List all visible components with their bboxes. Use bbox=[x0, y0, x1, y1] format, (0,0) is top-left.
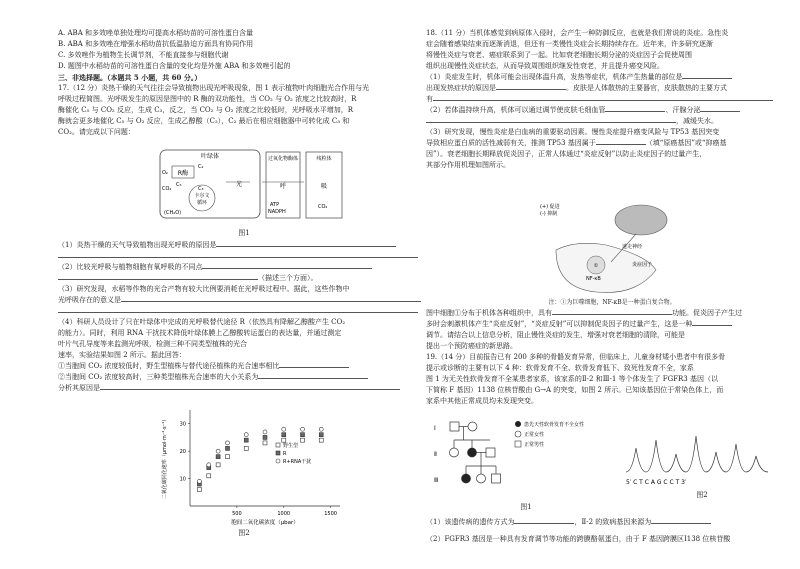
figure-2-caption: 图2 bbox=[238, 529, 250, 537]
q17-3: （3）研究发现，水稻等作物的光合产物有较大比例要消耗在光呼吸过程中。据此，这些作物中 bbox=[58, 285, 350, 293]
q17-4g: 分析其原因是 bbox=[58, 383, 430, 394]
data-point-wild bbox=[244, 446, 248, 450]
option-b: B. ABA 和多效唑在增强水稻幼苗抗低温胁迫方面具有协同作用 bbox=[58, 40, 254, 48]
promote-label: (+) 促进 bbox=[540, 204, 560, 210]
q17-1: （1）炎热干燥的天气导致植物出现光呼吸的原因是 bbox=[58, 240, 430, 251]
q17-4f: ②当胞间 CO₂ 浓度较高时，三种类型植株光合速率的大小关系为 bbox=[58, 372, 430, 383]
data-point-wild bbox=[301, 438, 305, 442]
co2-out-label: CO₂ bbox=[318, 204, 328, 210]
data-point-r-rnai bbox=[263, 430, 267, 434]
q18-4a: 图中细胞①分布于机体各种组织中，具有 功能。促炎因子产生过 bbox=[426, 309, 742, 317]
data-point-wild bbox=[197, 488, 201, 492]
peroxisome-label: 过氧化物酶体 bbox=[267, 156, 299, 162]
ch2o-label: (CH₂O) bbox=[164, 210, 182, 216]
svg-text:①: ① bbox=[593, 263, 599, 269]
c5-label: C₅ bbox=[176, 182, 182, 188]
x-tick-label: 500 bbox=[232, 511, 242, 517]
q18-4c: 多时会刺激机体产生“炎症反射”，“炎症反射”可以抑制促炎因子的过量产生，这是一种 bbox=[426, 319, 798, 330]
data-point-wild bbox=[226, 455, 230, 459]
q17-line3: 酶催化 C₅ 与 CO₂ 反应，生成 C₃，反之，当 CO₂ 与 O₂ 浓度之比较低时，光呼吸水平增加，R bbox=[58, 106, 353, 114]
gen-3-label: Ⅲ bbox=[434, 477, 439, 484]
legend-marker bbox=[276, 451, 280, 455]
figure-3-caption: 注：①为巨噬细胞，NF-κB是一种蛋白复合物。 bbox=[548, 299, 676, 306]
gen-2-label: Ⅱ bbox=[434, 451, 437, 458]
y-axis-label: 二氧化碳同化速率（μmol·m⁻²·s⁻¹） bbox=[162, 416, 168, 500]
figure-1-diagram bbox=[158, 146, 358, 228]
q18-3e: 其部分作用机理如图所示。 bbox=[426, 161, 510, 169]
x-tick-label: 1000 bbox=[277, 511, 291, 517]
light-label: 光 bbox=[236, 181, 243, 188]
q17-3b: 光呼吸存在的意义是 bbox=[58, 295, 430, 306]
data-point-r-rnai bbox=[216, 449, 220, 453]
data-point-r-rnai bbox=[226, 441, 230, 445]
q17-4b: 的能力）。同时，利用 RNA 干扰技术降低叶绿体膜上乙醇酸转运蛋白的表达量，并通过测定 bbox=[58, 329, 342, 337]
q18-2c: ，减缓失水。 bbox=[426, 116, 798, 127]
q18-1a: （1）炎症发生时，机体可能会出现体温升高，发热等症状，机体产生热量的部位是 bbox=[426, 72, 798, 83]
q18-4e: 提出一个预防癌症的新思路。 bbox=[426, 342, 517, 350]
q17-4c: 叶片气孔导度等来监测光呼吸，检测三种不同类型植株的光合 bbox=[58, 340, 247, 348]
figure-1-caption: 图1 bbox=[238, 229, 250, 237]
q18-line3: 将慢性炎症与衰老、癌症联系到了一起。比如衰老细胞长期分泌的炎症因子会促使周围 bbox=[426, 51, 692, 59]
y-tick-label: 10 bbox=[179, 476, 186, 483]
vagus-label: 迷走神经 bbox=[622, 244, 643, 250]
q19-line2: 提示或诊断的主要有以下 4 种：软骨发育不全、软骨发育低下、致死性发育不全，家系 bbox=[426, 364, 694, 372]
q18-line2: 症会随着感染结束而逐渐消退，但还有一类慢性炎症会长期持续存在。近年来，许多研究逐渐 bbox=[426, 40, 713, 48]
data-point-wild bbox=[207, 474, 211, 478]
q19-2: （2）FGFR3 基因是一种具有发育调节等功能的跨膜酪氨蛋白，由于 F 基因跨膜区Ⅰ138 位核苷酸 bbox=[426, 535, 731, 543]
pedigree-legend-male: 正常男性 bbox=[524, 442, 545, 448]
chloroplast-label: 叶绿体 bbox=[200, 153, 220, 160]
pedigree-legend-female: 正常女性 bbox=[524, 432, 545, 438]
q18-1b: 出现发热症状的原因是 。皮肤是人体散热的主要器官，皮肤散热的主要方式 bbox=[426, 84, 727, 92]
legend-label: R bbox=[283, 451, 287, 457]
q17-line1: 17.（12 分）炎热干燥的天气往往会导致植物出现光呼吸现象，图 1 表示植物叶肉细胞光合作用与光 bbox=[58, 84, 370, 92]
data-point-r-rnai bbox=[197, 479, 201, 483]
y-tick-label: 20 bbox=[179, 449, 186, 456]
nfkb-label: NF-κB bbox=[586, 276, 601, 282]
q18-1d: 有 bbox=[426, 94, 798, 105]
q17-2: （2）比较光呼吸与植物细胞有氧呼吸的不同点 bbox=[58, 262, 430, 273]
c2-label: C₂ bbox=[198, 164, 204, 170]
option-d: D. 题图中水稻幼苗的可溶性蛋白含量的变化均是外施 ABA 和多效唑引起的 bbox=[58, 62, 291, 70]
breath2-label: 吸 bbox=[320, 183, 328, 190]
data-point-r bbox=[244, 438, 248, 442]
x-axis-label: 胞间二氧化碳浓度（μbar） bbox=[231, 520, 299, 526]
legend-label: R+RNA干扰 bbox=[283, 459, 312, 465]
gen-1-label: Ⅰ bbox=[434, 425, 436, 432]
option-a: A. ABA 和多效唑单独处理均可提高水稻幼苗的可溶性蛋白含量 bbox=[58, 29, 253, 37]
data-point-wild bbox=[263, 441, 267, 445]
figure-3-diagram bbox=[536, 200, 696, 300]
atp-label: ATP bbox=[270, 202, 280, 208]
data-point-r bbox=[282, 433, 286, 437]
data-point-r-rnai bbox=[207, 463, 211, 467]
figure-5-caption: 图2 bbox=[696, 491, 708, 499]
data-point-r-rnai bbox=[282, 427, 286, 431]
c3-label: C₃ bbox=[198, 186, 204, 192]
q19-1: （1）该遗传病的遗传方式为 ，Ⅱ-2 的致病基因来源为 bbox=[426, 517, 798, 528]
inflam-label: 炎症因子 bbox=[632, 262, 653, 268]
data-point-r-rnai bbox=[319, 427, 323, 431]
q17-line2: 呼吸过程简图。光呼吸发生的原因是图中的 R 酶的双功能性，当 CO₂ 与 O₂ 浓度之比较高时，R bbox=[58, 95, 357, 103]
data-point-wild bbox=[319, 438, 323, 442]
data-point-r bbox=[263, 435, 267, 439]
q18-line4: 组织出现慢性炎症状态，从而导致周围组织继发性衰老，并且提升癌变风险。 bbox=[426, 62, 664, 70]
q18-3d: 因”）。衰老细胞长期释放促炎因子，正常人体通过“炎症反射”以防止炎症因子的过量产生， bbox=[426, 150, 707, 158]
left-column: A. ABA 和多效唑单独处理均可提高水稻幼苗的可溶性蛋白含量 B. ABA 和多效唑在增强水稻幼苗抗低温胁迫方面具有协同作用 C. 多效唑作为植物生长调节剂，不能直接参与细胞代谢 D. 题图中水稻幼苗的可溶性蛋白含量的变化均是外施 ABA 和多效唑引起的 三、非选择题。（本题共 5 小题，共 60 分。） 17.（12 分）炎热干燥的天气往往会导致植物出现光呼吸现象，图 1 表示植物叶肉细胞光合作用与光 呼吸过程简图。光呼吸发生的原因是图中的 R 酶的双功能性，当 CO₂ 与 O₂ 浓度之比较高时，R 酶催化 C₅ 与 CO₂ 反应，生成 C₃，反之，当 CO₂ 与 O₂ 浓度之比较低时，光呼吸水平增加，R 酶就会更多地催化 C₅ 与 O₂ 反应，生成乙醇酸（C₂），C₂ 最后在相应细胞器中可转化成 C₃ 和 CO₂。请完成以下问题： 叶绿体 R酶 O₂ CO₂ C₂ C₃ C₅ 卡尔文 循环 (CH₂O) 光 过氧化物酶体 呼 线粒体 吸 ATP NADPH CO₂ 图1 （1）炎热干燥的天气导致植物出现光呼吸的原因是 （2）比较光呼吸与植物细胞有氧呼吸的不同点 （描述三个方面）。 （3）研究发现，水稻等作物的光合产物有较大比例要消耗在光呼吸过程中。据此，这些作物中 光呼吸存在的意义是 （4）科研人员设计了只在叶绿体中完成的光呼吸替代途径 R（依然具有降解乙醇酸产生 CO₂ 的能力）。同时，利用 RNA 干扰技术降低叶绿体膜上乙醇酸转运蛋白的表达量，并通过测定 叶片气孔导度等来监测光呼吸，检测三种不同类型植株的光合 速率，实验结果如图 2 所示。据此回答： ①当胞间 CO₂ 浓度较低时，野生型植株与替代途径植株的光合速率相比 ②当胞间 CO₂ 浓度较高时，三种类型植株光合速率的大小关系为 分析其原因是 10 20 30 500 1000 1500 胞间二氧化碳浓度（μbar） 二氧化碳同化速率（μmol·m⁻²·s⁻¹） 野生型 R R+RNA干扰 图2 bbox=[58, 0, 430, 569]
data-point-r-rnai bbox=[301, 427, 305, 431]
q19-line1: 19.（14 分）目前报告已有 200 多种的骨骼发育异常，但临床上，儿童身材矮小患者中有很多骨 bbox=[426, 353, 726, 361]
q18-3b: 导致相应蛋白质的活性减弱有关，推测 TP53 基因属于 （填“原癌基因”或“抑癌基 bbox=[426, 139, 727, 147]
brain-shape bbox=[615, 205, 667, 235]
q17-line4: 酶就会更多地催化 C₅ 与 O₂ 反应，生成乙醇酸（C₂），C₂ 最后在相应细胞器中可转化成 C₃ 和 bbox=[58, 117, 350, 125]
nadph-label: NADPH bbox=[268, 209, 286, 215]
data-point-r bbox=[319, 433, 323, 437]
q18-2a: （2）若体温持续升高，机体可以通过调节使皮肤毛细血管 、汗腺分泌 bbox=[426, 105, 798, 116]
y-tick-label: 30 bbox=[179, 421, 186, 428]
x-tick-label: 1500 bbox=[324, 511, 337, 517]
q17-4e: ①当胞间 CO₂ 浓度较低时，野生型植株与替代途径植株的光合速率相比 bbox=[58, 361, 430, 372]
o2-label: O₂ bbox=[162, 170, 168, 176]
calvin-label: 卡尔文 bbox=[194, 193, 210, 199]
figure-2-chart bbox=[154, 400, 354, 528]
breath-label: 呼 bbox=[279, 183, 287, 190]
q17-line5: CO₂。请完成以下问题： bbox=[58, 128, 135, 136]
q17-4d: 速率，实验结果如图 2 所示。据此回答： bbox=[58, 351, 186, 359]
data-point-wild bbox=[216, 463, 220, 467]
legend-marker bbox=[276, 443, 280, 447]
right-column bbox=[426, 0, 798, 569]
q19-line4: 下简称 F 基因）1138 位核苷酸由 G→A 的突变，如图 2 所示。已知该基因位于常染色体上，而 bbox=[426, 386, 724, 394]
q18-line1: 18.（11 分）当机体感觉到病原体入侵时，会产生一种防御反应，也就是我们常说的炎症。急性炎 bbox=[426, 29, 729, 37]
figure-4-pedigree bbox=[432, 412, 617, 502]
section-title: 三、非选择题。（本题共 5 小题，共 60 分。） bbox=[58, 73, 202, 82]
q19-line5: 家系中其他正常成员均未发现突变。 bbox=[426, 397, 538, 405]
figure-5-trace bbox=[622, 428, 772, 488]
cycle-label: 循环 bbox=[196, 200, 208, 206]
data-point-r bbox=[301, 433, 305, 437]
r-enzyme-label: R酶 bbox=[177, 170, 189, 177]
inhibit-label: (-) 抑制 bbox=[540, 211, 558, 217]
option-c: C. 多效唑作为植物生长调节剂，不能直接参与细胞代谢 bbox=[58, 51, 229, 59]
mitochondria-label: 线粒体 bbox=[316, 156, 332, 162]
legend-label: 野生型 bbox=[283, 443, 299, 449]
q19-line3: 图 1 为无关性软骨发育不全某患者家系，该家系的Ⅱ-2 和Ⅲ-1 等个体发生了 FGFR3 基因（以 bbox=[426, 375, 718, 383]
legend-marker bbox=[276, 459, 280, 463]
figure-4-caption: 图1 bbox=[520, 503, 532, 511]
q18-4d: 调节。请结合以上信息分析，阻止慢性炎症的发生，增强对衰老细胞的清除，可能是 bbox=[426, 331, 685, 339]
data-point-r bbox=[226, 446, 230, 450]
q17-4a: （4）科研人员设计了只在叶绿体中完成的光呼吸替代途径 R（依然具有降解乙醇酸产生 CO₂ bbox=[58, 318, 346, 326]
data-point-wild bbox=[282, 438, 286, 442]
pedigree-legend-affected: 患先天性软骨发育不全女性 bbox=[524, 422, 585, 428]
q18-3a: （3）研究发现，慢性炎症是白血病的重要驱动因素。慢性炎症提升癌变风险与 TP53 基因突变 bbox=[426, 128, 720, 136]
data-point-r-rnai bbox=[244, 433, 248, 437]
co2-label: CO₂ bbox=[162, 186, 172, 192]
sequence-label: 5′ C T C A G C C T 3′ bbox=[626, 479, 687, 486]
data-point-r bbox=[216, 455, 220, 459]
